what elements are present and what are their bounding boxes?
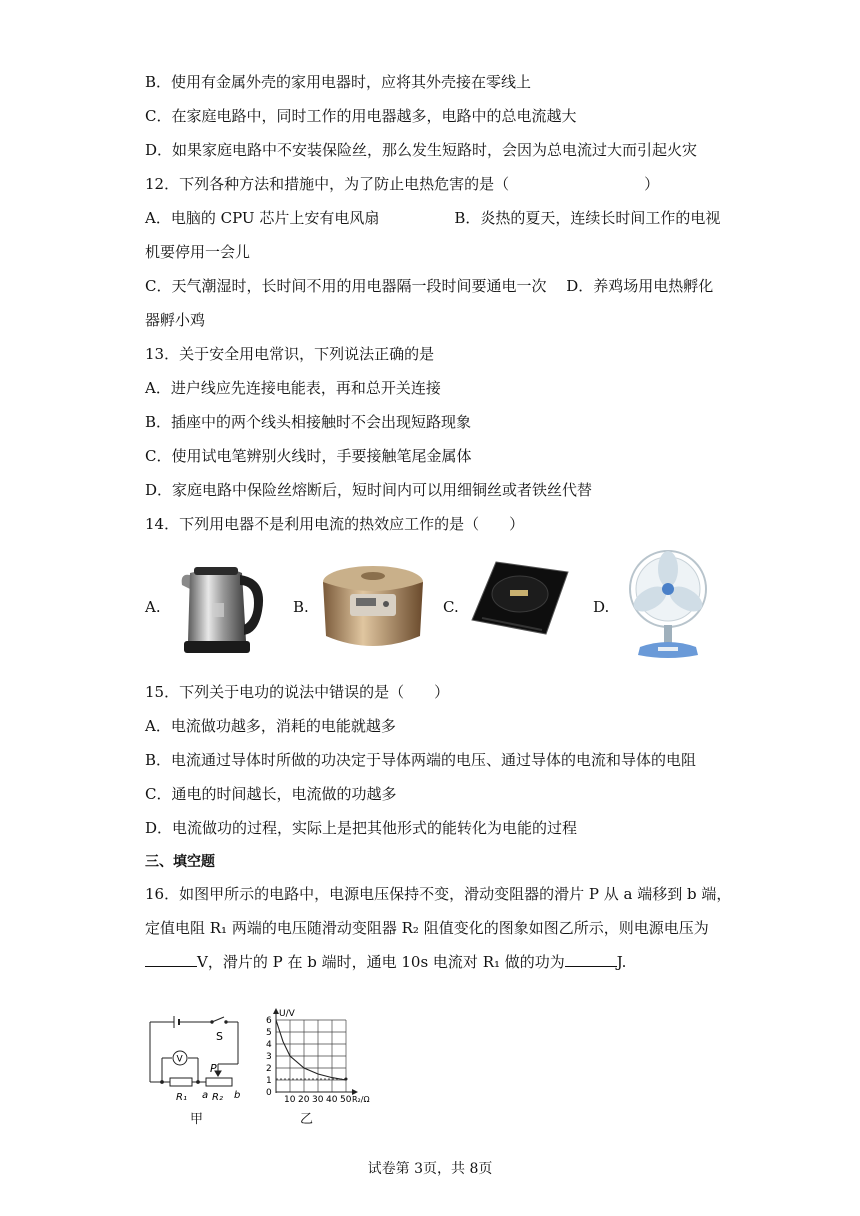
slider-label: P	[210, 1062, 217, 1075]
x-tick-label: 20	[298, 1095, 310, 1104]
q16-line-2: 定值电阻 R₁ 两端的电压随滑动变阻器 R₂ 阻值变化的图象如图乙所示，则电源电压为	[145, 919, 709, 937]
y-tick-label: 0	[266, 1088, 272, 1098]
q13-option-d: D．家庭电路中保险丝熔断后，短时间内可以用细铜丝或者铁丝代替	[145, 481, 593, 499]
y-tick-label: 3	[266, 1052, 272, 1062]
q15-option-d: D．电流做功的过程，实际上是把其他形式的能转化为电能的过程	[145, 819, 578, 837]
q15-stem: 15．下列关于电功的说法中错误的是（ ）	[145, 683, 450, 701]
x-tick-label: 10	[284, 1095, 296, 1104]
q12-option-ab: A．电脑的 CPU 芯片上安有电风扇 B．炎热的夏天，连续长时间工作的电视	[145, 209, 721, 227]
page-footer: 试卷第 3页，共 8页	[367, 1161, 493, 1177]
x-tick-label: 40	[326, 1095, 338, 1104]
graph-caption: 乙	[300, 1112, 314, 1127]
q11-option-d: D．如果家庭电路中不安装保险丝，那么发生短路时，会因为总电流过大而引起火灾	[145, 141, 698, 159]
induction-cooker-icon	[470, 558, 570, 638]
y-tick-label: 1	[266, 1076, 272, 1086]
x-tick-label: 30	[312, 1095, 324, 1104]
q16-line-1: 16．如图甲所示的电路中，电源电压保持不变，滑动变阻器的滑片 P 从 a 端移到 b 端，	[145, 885, 732, 903]
y-tick-label: 4	[266, 1040, 272, 1050]
q16-line-3	[145, 952, 626, 972]
q12-stem: 12．下列各种方法和措施中，为了防止电热危害的是（ ）	[145, 175, 660, 193]
q12-option-d-cont: 器孵小鸡	[145, 311, 206, 329]
q14-option-b-label: B.	[293, 598, 309, 616]
q13-stem: 13．关于安全用电常识，下列说法正确的是	[145, 345, 435, 363]
b-label: b	[234, 1090, 241, 1101]
y-tick-label: 2	[266, 1064, 272, 1074]
switch-label: S	[216, 1030, 223, 1043]
q14-option-c-label: C.	[443, 598, 459, 616]
y-tick-label: 6	[266, 1016, 272, 1026]
rice-cooker-icon	[318, 560, 428, 652]
r2-label: R₂	[212, 1092, 223, 1103]
q15-option-a: A．电流做功越多，消耗的电能就越多	[145, 717, 396, 735]
q12-option-cd: C．天气潮湿时，长时间不用的用电器隔一段时间要通电一次 D．养鸡场用电热孵化	[145, 277, 714, 295]
circuit-caption: 甲	[190, 1112, 204, 1127]
q14-option-a-label: A.	[145, 598, 161, 616]
graph-curve	[276, 1020, 346, 1080]
electric-fan-icon	[622, 547, 716, 661]
r1-label: R₁	[176, 1092, 187, 1103]
answer-blank-voltage[interactable]	[145, 952, 197, 967]
q13-option-a: A．进户线应先连接电能表，再和总开关连接	[145, 379, 441, 397]
x-tick-label: 50	[340, 1095, 352, 1104]
q16-line-3-mid: V，滑片的 P 在 b 端时，通电 10s 电流对 R₁ 做的功为	[197, 953, 565, 971]
q14-stem: 14．下列用电器不是利用电流的热效应工作的是（ ）	[145, 515, 525, 533]
y-tick-label: 5	[266, 1028, 272, 1038]
q11-option-b: B．使用有金属外壳的家用电器时，应将其外壳接在零线上	[145, 73, 532, 91]
answer-blank-work[interactable]	[565, 952, 617, 967]
circuit-diagram	[144, 1008, 254, 1108]
q15-option-c: C．通电的时间越长，电流做的功越多	[145, 785, 397, 803]
q13-option-c: C．使用试电笔辨别火线时，手要接触笔尾金属体	[145, 447, 472, 465]
q14-option-d-label: D.	[593, 598, 610, 616]
q12-option-b-cont: 机要停用一会儿	[145, 243, 251, 261]
graph-xlabel: R₂/Ω	[352, 1095, 370, 1104]
q15-option-b: B．电流通过导体时所做的功决定于导体两端的电压、通过导体的电流和导体的电阻	[145, 751, 697, 769]
electric-kettle-icon	[172, 553, 272, 658]
voltmeter-label: V	[176, 1054, 183, 1065]
a-label: a	[202, 1090, 209, 1101]
graph-ylabel: U/V	[279, 1009, 295, 1019]
q13-option-b: B．插座中的两个线头相接触时不会出现短路现象	[145, 413, 472, 431]
q16-line-3-end: J.	[616, 953, 627, 971]
u-r2-graph	[258, 1008, 382, 1104]
q11-option-c: C．在家庭电路中，同时工作的用电器越多，电路中的总电流越大	[145, 107, 577, 125]
section-heading-fill-in: 三、填空题	[145, 854, 215, 870]
